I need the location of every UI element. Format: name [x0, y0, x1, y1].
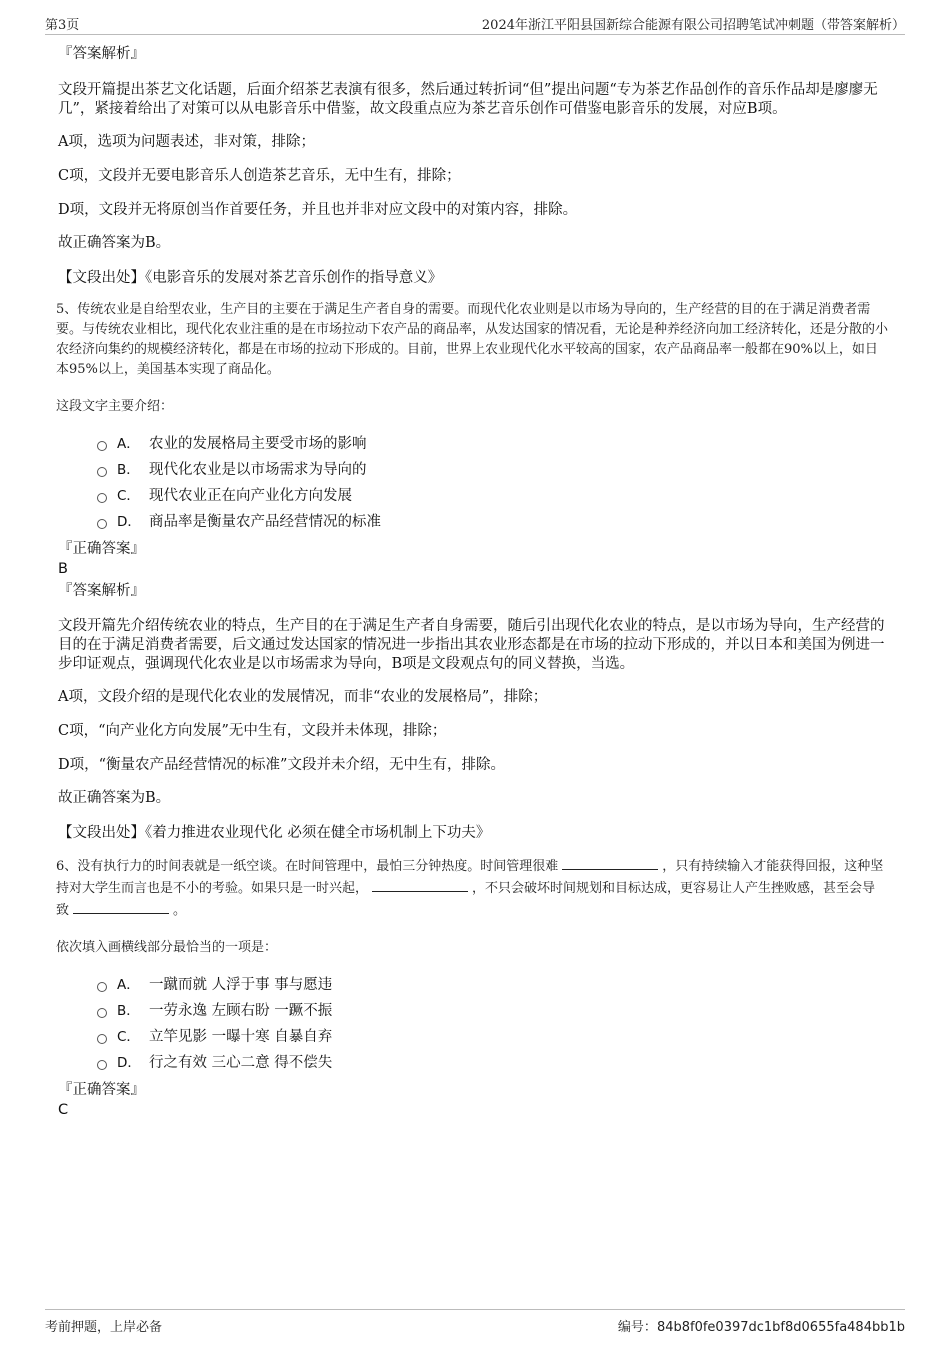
option-letter: B．: [117, 462, 140, 478]
correct-answer: B: [58, 561, 68, 577]
question-6-prompt: 依次填入画横线部分最恰当的一项是：: [56, 940, 278, 955]
option-c[interactable]: [97, 1024, 888, 1050]
option-text: 农业的发展格局主要受市场的影响: [149, 436, 367, 452]
radio-icon[interactable]: [97, 982, 107, 992]
option-text: 一蹴而就 人浮于事 事与愿违: [149, 977, 333, 993]
code-label: 编号：: [617, 1320, 657, 1335]
text-source: 【文段出处】《电影音乐的发展对茶艺音乐创作的指导意义》: [58, 270, 443, 286]
text-source: 【文段出处】《着力推进农业现代化 必须在健全市场机制上下功夫》: [58, 825, 491, 841]
analysis-text: 文段开篇提出茶艺文化话题，后面介绍茶艺表演有很多，然后通过转折词“但”提出问题“专为茶艺作品创作的音乐作品却是廖廖无几”，紧接着给出了对策可以从电影音乐中借鉴，故文段重点应为茶艺音乐创作可借鉴电影音乐的发展，对应B项。: [58, 82, 878, 117]
option-letter: A．: [117, 436, 140, 452]
option-b[interactable]: [97, 457, 888, 483]
option-letter: B．: [117, 1003, 140, 1019]
analysis-label: 『答案解析』: [58, 583, 145, 599]
analysis-item-c: C项，文段并无要电影音乐人创造茶艺音乐，无中生有，排除；: [58, 168, 461, 184]
option-letter: A．: [117, 977, 140, 993]
radio-icon[interactable]: [97, 1034, 107, 1044]
question-text-segment: ，只有持续输入才能获得回报，这种坚持对大学生而言也是不小的考验。如果只是一时兴起，: [56, 859, 884, 896]
option-letter: D．: [117, 514, 141, 530]
analysis-item-c: C项，“向产业化方向发展”无中生有，文段并未体现，排除；: [58, 723, 447, 739]
analysis-label: 『答案解析』: [58, 46, 145, 62]
option-text: 行之有效 三心二意 得不偿失: [149, 1055, 333, 1071]
correct-answer: C: [58, 1102, 69, 1118]
analysis-text: 文段开篇先介绍传统农业的特点，生产目的在于满足生产者自身需要，随后引出现代化农业的特点，是以市场为导向，生产经营的目的在于满足消费者需要，后文通过发达国家的情况进一步指出其农业形态都是在市场的拉动下形成的，并以日本和美国为例进一步印证观点，强调现代化农业是以市场需求为导向，B项是文段观点句的同义替换，当选。: [58, 618, 885, 672]
correct-answer-label: 『正确答案』: [58, 1082, 145, 1098]
option-b[interactable]: [97, 998, 888, 1024]
analysis-item-d: D项，文段并无将原创当作首要任务，并且也并非对应文段中的对策内容，排除。: [58, 202, 578, 218]
footer-slogan: 考前押题，上岸必备: [45, 1320, 163, 1335]
fill-blank-1: [562, 855, 658, 870]
analysis-conclusion: 故正确答案为B。: [58, 790, 171, 806]
radio-icon[interactable]: [97, 441, 107, 451]
analysis-item-a: A项，文段介绍的是现代化农业的发展情况，而非“农业的发展格局”，排除；: [58, 689, 548, 705]
question-text-segment: ，不只会破坏时间规划和目标达成，更容易让人产生挫败感，甚至会导致: [56, 881, 876, 918]
page-header: [45, 12, 905, 35]
option-c[interactable]: [97, 483, 888, 509]
question-5-prompt: 这段文字主要介绍：: [56, 399, 174, 414]
analysis-item-d: D项，“衡量农产品经营情况的标准”文段并未介绍，无中生有，排除。: [58, 757, 505, 773]
question-5-options: [97, 431, 888, 535]
question-text-segment: 。: [173, 903, 187, 918]
radio-icon[interactable]: [97, 519, 107, 529]
option-text: 一劳永逸 左顾右盼 一蹶不振: [149, 1003, 333, 1019]
document-code: [618, 1316, 905, 1335]
option-text: 商品率是衡量农产品经营情况的标准: [149, 514, 381, 530]
radio-icon[interactable]: [97, 467, 107, 477]
fill-blank-3: [73, 899, 169, 914]
page-content: [56, 44, 888, 1120]
question-5-text: 5、传统农业是自给型农业，生产目的主要在于满足生产者自身的需要。而现代化农业则是以市场为导向的，生产经营的目的在于满足消费者需要。与传统农业相比，现代化农业注重的是在市场拉动下农产品的商品率，从发达国家的情况看，无论是种养经济向加工经济转化，还是分散的小农经济向集约的规模经济转化，都是在市场的拉动下形成的。目前，世界上农业现代化水平较高的国家，农产品商品率一般都在90%以上，如日本95%以上，美国基本实现了商品化。: [56, 302, 889, 377]
analysis-conclusion: 故正确答案为B。: [58, 235, 171, 251]
code-value: 84b8f0fe0397dc1bf8d0655fa484bb1b: [656, 1320, 905, 1335]
question-6-text: [56, 855, 888, 921]
radio-icon[interactable]: [97, 1060, 107, 1070]
fill-blank-2: [372, 877, 468, 892]
question-6-options: [97, 972, 888, 1076]
correct-answer-label: 『正确答案』: [58, 541, 145, 557]
question-text-segment: 6、没有执行力的时间表就是一纸空谈。在时间管理中，最怕三分钟热度。时间管理很难: [56, 859, 559, 874]
option-a[interactable]: [97, 431, 888, 457]
page-number: 第3页: [45, 18, 80, 33]
option-text: 现代农业正在向产业化方向发展: [149, 488, 352, 504]
option-d[interactable]: [97, 1050, 888, 1076]
radio-icon[interactable]: [97, 1008, 107, 1018]
option-letter: D．: [117, 1055, 141, 1071]
page-footer: [45, 1309, 905, 1340]
option-letter: C．: [117, 1029, 140, 1045]
analysis-item-a: A项，选项为问题表述，非对策，排除；: [58, 134, 315, 150]
option-d[interactable]: [97, 509, 888, 535]
option-a[interactable]: [97, 972, 888, 998]
option-letter: C．: [117, 488, 140, 504]
document-title: 2024年浙江平阳县国新综合能源有限公司招聘笔试冲刺题（带答案解析）: [481, 18, 905, 33]
option-text: 立竿见影 一曝十寒 自暴自弃: [149, 1029, 333, 1045]
option-text: 现代化农业是以市场需求为导向的: [149, 462, 367, 478]
radio-icon[interactable]: [97, 493, 107, 503]
